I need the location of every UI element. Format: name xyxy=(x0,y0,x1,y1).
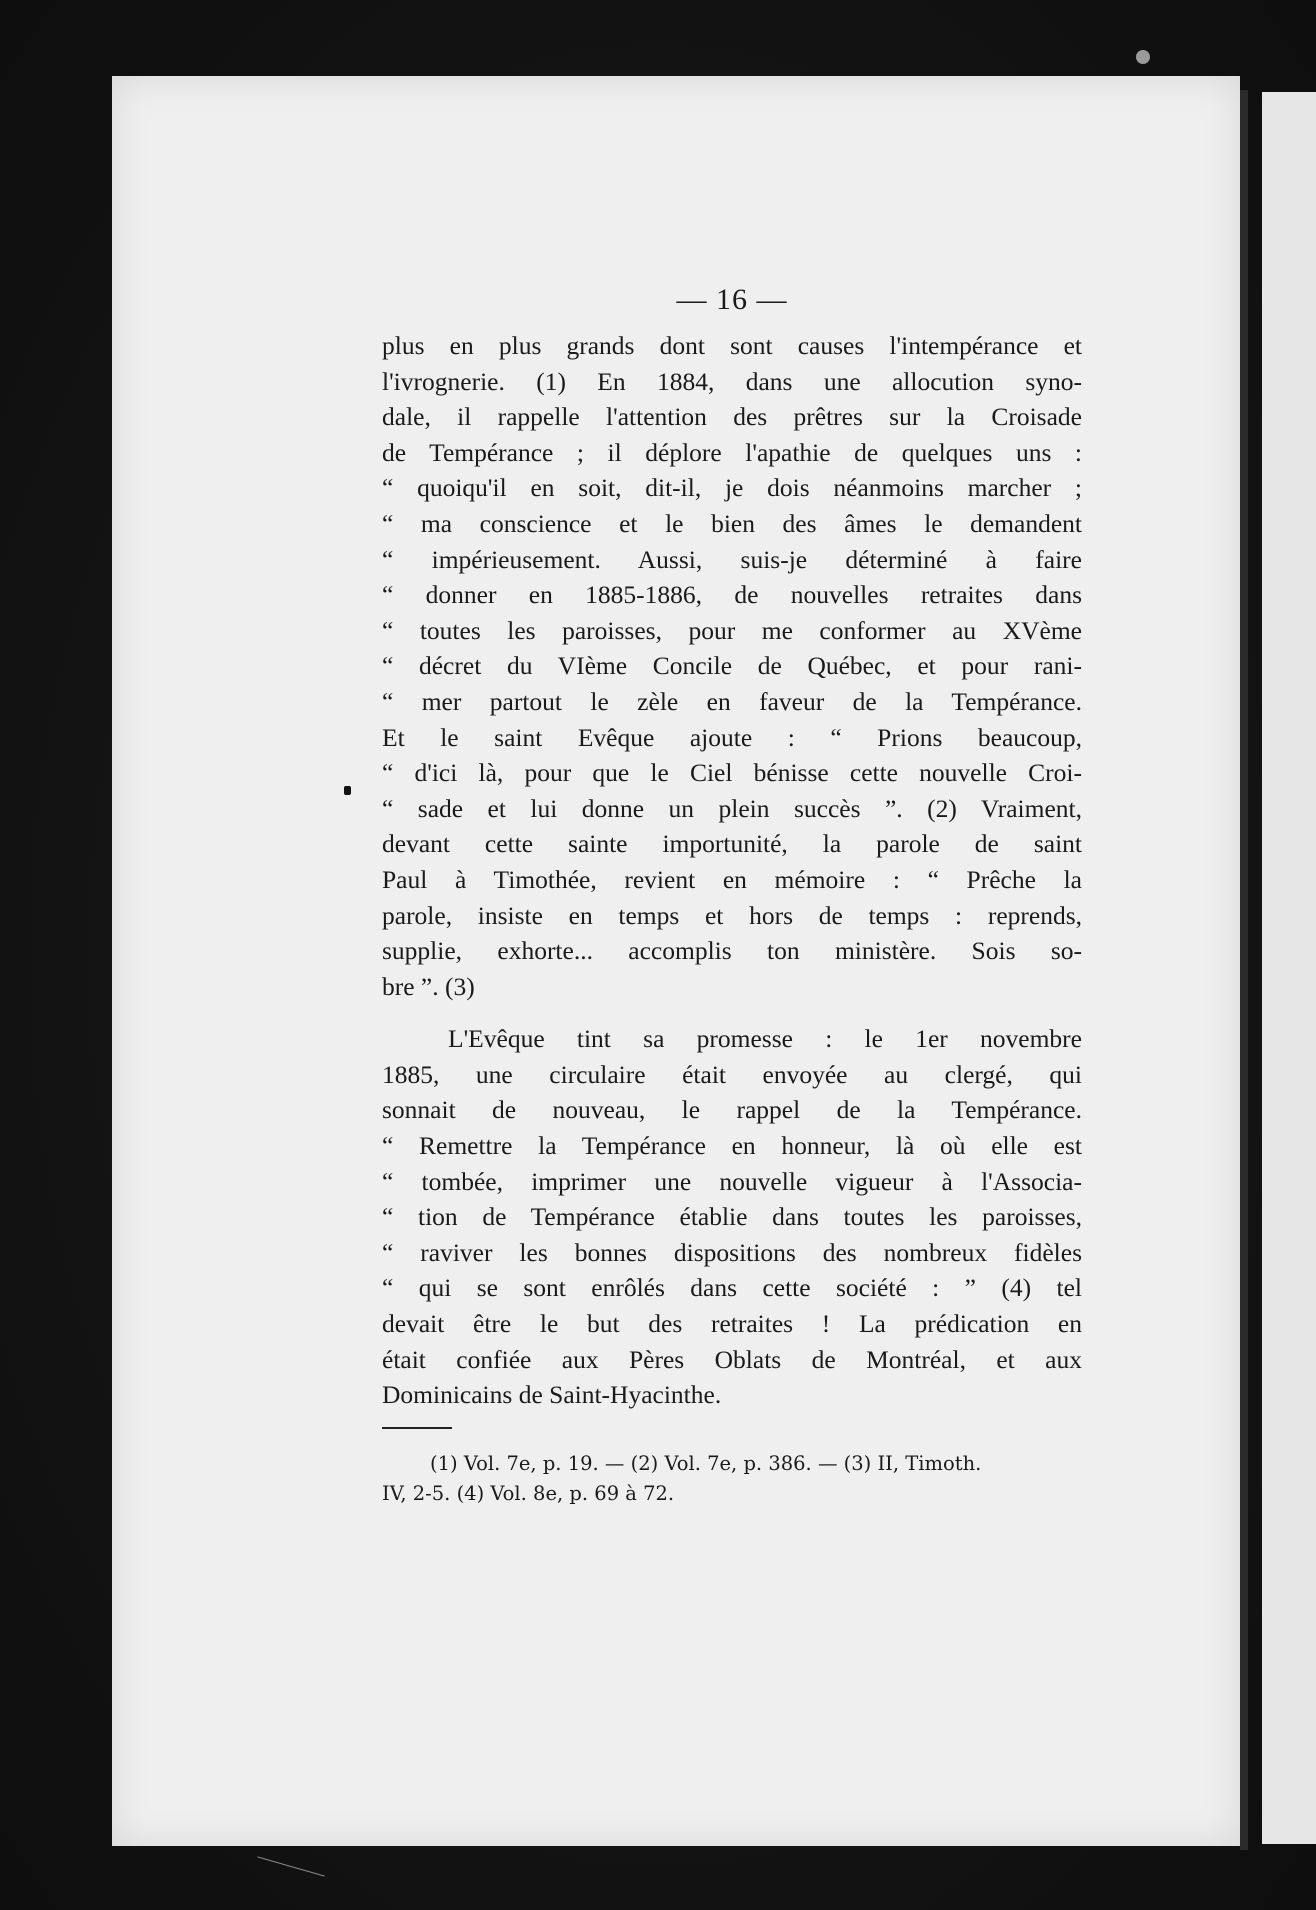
text-line: supplie, exhorte... accomplis ton ministère. Sois so- xyxy=(382,936,1082,966)
text-line: parole, insiste en temps et hors de temps : reprends, xyxy=(382,900,1082,930)
text-line: “ impérieusement. Aussi, suis-je déterminé à faire xyxy=(382,544,1082,574)
footnote-line: IV, 2-5. (4) Vol. 8e, p. 69 à 72. xyxy=(382,1481,675,1505)
page-number: — 16 — xyxy=(676,283,788,316)
scan-speck xyxy=(1136,50,1150,64)
paragraph-gap xyxy=(382,1004,1082,1021)
text-line: L'Evêque tint sa promesse : le 1er novembre xyxy=(448,1024,1082,1054)
text-line: “ tombée, imprimer une nouvelle vigueur à l'Associa- xyxy=(382,1166,1082,1196)
text-line: plus en plus grands dont sont causes l'intempérance et xyxy=(382,331,1082,360)
text-line: “ sade et lui donne un plein succès ”. (2) Vraiment, xyxy=(382,793,1082,823)
text-line: bre ”. (3) xyxy=(382,971,475,1001)
margin-mark xyxy=(344,786,351,795)
text-line: “ raviver les bonnes dispositions des nombreux fidèles xyxy=(382,1237,1082,1267)
footnote-rule xyxy=(382,1427,452,1429)
page-gutter-shadow xyxy=(1240,90,1248,1850)
text-line: devait être le but des retraites ! La prédication en xyxy=(382,1309,1082,1339)
scan-scratch xyxy=(257,1856,325,1876)
text-line: “ quoiqu'il en soit, dit-il, je dois néanmoins marcher ; xyxy=(382,473,1082,503)
text-line: sonnait de nouveau, le rappel de la Tempérance. xyxy=(382,1095,1082,1125)
paragraph-1 xyxy=(382,328,1082,1004)
text-line: 1885, une circulaire était envoyée au clergé, qui xyxy=(382,1059,1082,1089)
paragraph-2 xyxy=(382,1021,1082,1413)
text-line: “ décret du VIème Concile de Québec, et pour rani- xyxy=(382,651,1082,681)
text-line: était confiée aux Pères Oblats de Montréal, et aux xyxy=(382,1344,1082,1374)
text-line: “ mer partout le zèle en faveur de la Tempérance. xyxy=(382,686,1082,716)
text-line: “ toutes les paroisses, pour me conformer au XVème xyxy=(382,615,1082,645)
footnote-line: (1) Vol. 7e, p. 19. — (2) Vol. 7e, p. 386. — (3) II, Timoth. xyxy=(430,1451,982,1475)
text-line: “ ma conscience et le bien des âmes le demandent xyxy=(382,508,1082,538)
text-line: l'ivrognerie. (1) En 1884, dans une allocution syno- xyxy=(382,366,1082,396)
page-text xyxy=(382,272,1082,1509)
text-line: Dominicains de Saint-Hyacinthe. xyxy=(382,1380,722,1410)
text-line: de Tempérance ; il déplore l'apathie de quelques uns : xyxy=(382,437,1082,467)
next-page-edge xyxy=(1262,92,1316,1844)
text-line: “ donner en 1885-1886, de nouvelles retraites dans xyxy=(382,580,1082,610)
text-line: “ Remettre la Tempérance en honneur, là où elle est xyxy=(382,1131,1082,1161)
text-line: devant cette sainte importunité, la parole de saint xyxy=(382,829,1082,859)
text-line: Et le saint Evêque ajoute : “ Prions beaucoup, xyxy=(382,722,1082,752)
text-line: “ d'ici là, pour que le Ciel bénisse cette nouvelle Croi- xyxy=(382,758,1082,788)
text-line: Paul à Timothée, revient en mémoire : “ Prêche la xyxy=(382,864,1082,894)
text-line: “ tion de Tempérance établie dans toutes les paroisses, xyxy=(382,1202,1082,1232)
footnotes xyxy=(382,1449,1082,1509)
text-line: “ qui se sont enrôlés dans cette société : ” (4) tel xyxy=(382,1273,1082,1303)
text-line: dale, il rappelle l'attention des prêtres sur la Croisade xyxy=(382,402,1082,432)
